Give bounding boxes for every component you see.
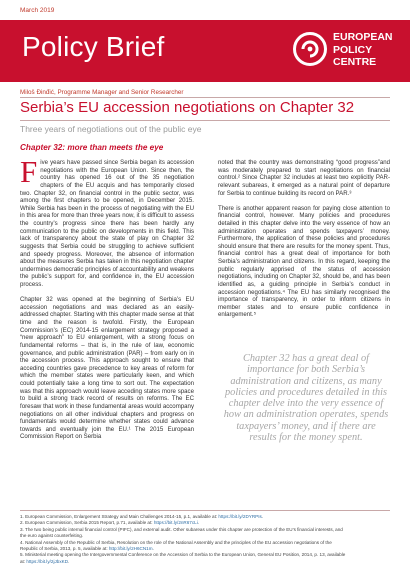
issue-date: March 2019: [20, 7, 55, 14]
epc-logo-wordmark: [333, 31, 393, 69]
logo-line-2: POLICY: [333, 43, 373, 56]
footnote-link[interactable]: https://bit.ly/2nR67cLi: [153, 520, 198, 526]
footnote-line: Republic of Serbia, 2013, p. 5, available at: http://bit.ly/2H6CN1m.: [20, 546, 154, 552]
divider: [20, 120, 390, 121]
pull-quote: Chapter 32 has a great deal of importance for both Serbia’s administration and citizens, as many policies and procedures detailed in this chapter delve into the very essence of how an administration operates, spends taxpayers’ money, and if there are results for the money spent.: [223, 353, 389, 444]
footnote-link[interactable]: https://bit.ly/2jJbxKD: [26, 558, 69, 564]
logo-line-3: CENTRE: [333, 56, 377, 68]
author-line: Miloš Đinđić, Programme Manager and Senior Researcher: [20, 89, 184, 96]
footnote-line: 5. Ministerial meeting opening the Intergovernmental Conference on the Accession of Serbia to the European Union, General EU Position, 2014, p. 13, available: [20, 552, 346, 558]
footnote-line: 2. European Commission, Serbia 2015 Report, p.71, available at: https://bit.ly/2nR67cLi.: [20, 520, 200, 526]
footnote-link[interactable]: https://bit.ly/2DYRPIs: [218, 514, 262, 519]
subtitle: Three years of negotiations out of the public eye: [20, 124, 202, 134]
body-paragraph: There is another apparent reason for paying close attention to financial control, however. Many policies and procedures detailed in this chapter delve into the very essence of how an administration operates and spends taxpayers’ money. Furthermore, the application of these policies and procedures should ensure that there are results for the money spent. Thus, financial control has a great deal of importance for both Serbia’s administration and citizens. In this regard, keeping the public regularly apprised of the status of accession negotiations, including on Chapter 32, should be, and has been identified as, a guiding principle in Serbia’s conduct in accession negotiations.⁴ The EU has similarly recognised the importance of transparency, in order to inform citizens in member states and to ensure public confidence in enlargement.⁵: [218, 204, 390, 319]
drop-cap: F: [20, 154, 38, 189]
body-paragraph: Chapter 32 was opened at the beginning of Serbia’s EU accession negotiations and was declared as an easily-addressed chapter. Starting with this chapter made sense at that time and the reason is twofold. Firstly, the European Commission’s (EC) 2014-15 enlargement strategy proposed a “new approach” to EU enlargement, with a strong focus on fundamental reforms – that is, in the rule of law, economic governance, and public administration (PAR) – from early on in the accession process. This approach sought to ensure that acceding countries gave precedence to key areas of reform for which the member states were particularly keen, and which could potentially take a long time to sort out. The expectation was that this approach would leave acceding states more space to build a strong track record of results on reforms. The EC foresaw that work in these fundamental areas would accompany negotiations on all other individual chapters and progress on fundamentals would determine whether states could advance towards and eventually join the EU.¹ The 2015 European Commission Report on Serbia: [20, 296, 194, 441]
right-column: [218, 159, 390, 327]
body-paragraph: [20, 154, 194, 289]
logo-line-1: EUROPEAN: [333, 31, 393, 43]
left-column: [20, 154, 194, 449]
footnote-divider: [20, 510, 390, 511]
headline: Serbia’s EU accession negotiations on Chapter 32: [20, 99, 355, 116]
footnotes: [20, 514, 392, 565]
epc-logo: [292, 26, 407, 76]
publication-type-title: Policy Brief: [22, 31, 165, 62]
divider: [20, 97, 390, 98]
footnote-line: the euro against counterfeiting.: [20, 533, 84, 539]
footnote-line: 4. National Assembly of the Republic of Serbia, Resolution on the role of the National Assembly and the principles of the EU accession negotiations of the: [20, 539, 332, 545]
body-paragraph: noted that the country was demonstrating “good progress”and was moderately prepared to start negotiations on financial control.² Since Chapter 32 includes at least two explicitly PAR-relevant subareas, it emerged as a natural point of departure for Serbia to continue building its record on PAR.³: [218, 159, 390, 197]
footnote-line: 1. European Commission, Enlargement Strategy and Main Challenges 2014-15, p.1, available at: https://bit.ly/2DYRPIs.: [20, 514, 264, 519]
epc-logo-emblem-icon: [292, 31, 328, 67]
footnote-line: 3. The two being public internal financial control (PIFC), and external audit. Other subareas under this chapter are protection of the EU’s financial interests, and: [20, 526, 343, 532]
paragraph-text: ive years have passed since Serbia began its accession negotiations with the European Union. Since then, the country has opened 16 out of the 35 negotiation chapters of the EU acquis and has temporarily closed two. Chapter 32, on financial control in the public sector, was among the first chapters to be opened, in December 2015. While Serbia has been in the process of negotiating with the EU in this area for more than three years now, it is difficult to assess the country’s progress since there has been hardly any communication to the public on developments in this field. This lack of transparency about the state of play on Chapter 32 suggests that Serbia could be struggling to achieve sufficient and speedy progress. Moreover, the absence of information about the measures Serbia has taken in this negotiation chapter undermines democratic principles of accountability and weakens the public’s support for, and confidence in, the EU accession process.: [20, 159, 194, 288]
footnote-line: at: https://bit.ly/2jJbxKD.: [20, 558, 70, 564]
footnote-link[interactable]: http://bit.ly/2H6CN1m: [108, 546, 153, 552]
section-heading: Chapter 32: more than meets the eye: [20, 143, 164, 152]
